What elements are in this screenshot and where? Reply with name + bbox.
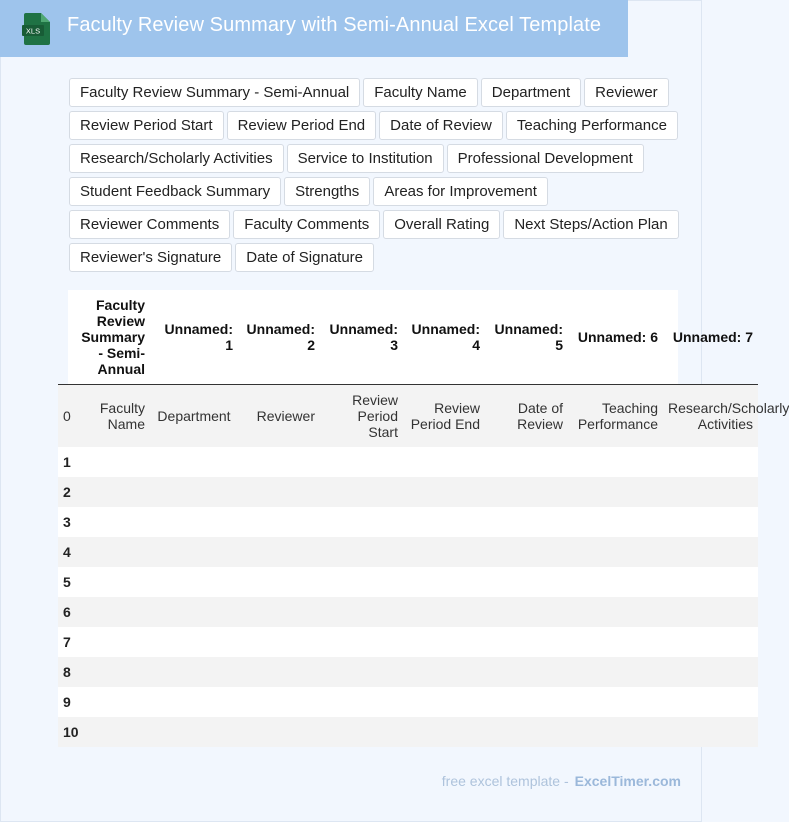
table-cell <box>238 477 320 507</box>
table-cell <box>150 597 238 627</box>
row-index: 1 <box>58 447 73 477</box>
table-cell <box>663 507 758 537</box>
header-cell: Faculty Name <box>73 384 150 447</box>
title-bar <box>0 0 628 57</box>
table-row <box>58 657 758 687</box>
table-cell <box>568 507 663 537</box>
header-cell: Research/Scholarly Activities <box>663 384 758 447</box>
table-row <box>58 477 758 507</box>
footer-brand-link[interactable]: ExcelTimer.com <box>574 773 681 789</box>
table-cell <box>238 537 320 567</box>
row-index: 2 <box>58 477 73 507</box>
table-cell <box>403 657 485 687</box>
table-cell <box>320 537 403 567</box>
row-index: 5 <box>58 567 73 597</box>
table-cell <box>320 717 403 747</box>
row-index: 4 <box>58 537 73 567</box>
chip-review-period-end[interactable]: Review Period End <box>227 111 377 140</box>
chip-student-feedback-summary[interactable]: Student Feedback Summary <box>69 177 281 206</box>
row-index: 6 <box>58 597 73 627</box>
chip-strengths[interactable]: Strengths <box>284 177 370 206</box>
table-cell <box>485 447 568 477</box>
table-cell <box>73 657 150 687</box>
chip-reviewer-comments[interactable]: Reviewer Comments <box>69 210 230 239</box>
table-cell <box>568 657 663 687</box>
table-cell <box>568 627 663 657</box>
header-cell: Unnamed: 5 <box>485 290 568 384</box>
table-cell <box>485 687 568 717</box>
table-cell <box>568 717 663 747</box>
header-cell: Unnamed: 4 <box>403 290 485 384</box>
chip-date-of-review[interactable]: Date of Review <box>379 111 503 140</box>
table-cell <box>73 477 150 507</box>
table-cell <box>238 717 320 747</box>
table-cell <box>73 717 150 747</box>
table-cell <box>568 477 663 507</box>
header-cell: Teaching Performance <box>568 384 663 447</box>
table-cell <box>663 567 758 597</box>
table-cell <box>150 567 238 597</box>
chip-service-to-institution[interactable]: Service to Institution <box>287 144 444 173</box>
chip-department[interactable]: Department <box>481 78 581 107</box>
chip-reviewer[interactable]: Reviewer <box>584 78 669 107</box>
table-cell <box>663 717 758 747</box>
header-cell: Reviewer <box>238 384 320 447</box>
table-cell <box>485 567 568 597</box>
table-cell <box>73 567 150 597</box>
table-cell <box>238 597 320 627</box>
header-cell: Unnamed: 1 <box>150 290 238 384</box>
svg-text:XLS: XLS <box>25 26 41 36</box>
chip-overall-rating[interactable]: Overall Rating <box>383 210 500 239</box>
table-cell <box>73 447 150 477</box>
table-cell <box>150 657 238 687</box>
table-cell <box>238 447 320 477</box>
table-row <box>58 537 758 567</box>
row-index: 8 <box>58 657 73 687</box>
table-row <box>58 717 758 747</box>
header-cell: Faculty Review Summary - Semi-Annual <box>73 290 150 384</box>
table-cell <box>403 717 485 747</box>
table-row <box>58 567 758 597</box>
table-cell <box>485 627 568 657</box>
chip-reviewers-signature[interactable]: Reviewer's Signature <box>69 243 232 272</box>
table-row <box>58 627 758 657</box>
header-cell: Department <box>150 384 238 447</box>
table-cell <box>663 537 758 567</box>
data-table-viewport[interactable] <box>63 290 789 747</box>
chip-faculty-name[interactable]: Faculty Name <box>363 78 478 107</box>
table-row <box>58 687 758 717</box>
table-cell <box>403 447 485 477</box>
table-cell <box>320 447 403 477</box>
table-cell <box>238 687 320 717</box>
table-cell <box>150 687 238 717</box>
table-cell <box>150 537 238 567</box>
table-cell <box>150 717 238 747</box>
data-table <box>58 290 789 747</box>
header-cell: Unnamed: 6 <box>568 290 663 384</box>
table-cell <box>150 507 238 537</box>
header-row-secondary <box>58 384 758 447</box>
excel-file-icon <box>22 13 50 45</box>
table-cell <box>403 627 485 657</box>
header-cell: Unnamed: 7 <box>663 290 758 384</box>
table-cell <box>663 657 758 687</box>
table-cell <box>403 507 485 537</box>
table-cell <box>568 687 663 717</box>
table-row <box>58 507 758 537</box>
chip-areas-for-improvement[interactable]: Areas for Improvement <box>373 177 548 206</box>
header-cell: Unnamed: 2 <box>238 290 320 384</box>
chip-research-scholarly[interactable]: Research/Scholarly Activities <box>69 144 284 173</box>
table-cell <box>403 597 485 627</box>
table-cell <box>663 597 758 627</box>
header-cell <box>58 290 73 384</box>
table-cell <box>320 567 403 597</box>
table-cell <box>568 567 663 597</box>
table-cell <box>238 627 320 657</box>
header-cell: Review Period Start <box>320 384 403 447</box>
table-cell <box>150 627 238 657</box>
table-cell <box>73 507 150 537</box>
table-cell <box>403 567 485 597</box>
table-cell <box>485 657 568 687</box>
table-cell <box>320 687 403 717</box>
header-cell: Date of Review <box>485 384 568 447</box>
row-index: 9 <box>58 687 73 717</box>
table-cell <box>568 597 663 627</box>
table-cell <box>485 537 568 567</box>
chip-professional-development[interactable]: Professional Development <box>447 144 644 173</box>
table-cell <box>663 687 758 717</box>
table-cell <box>568 447 663 477</box>
table-cell <box>403 687 485 717</box>
table-cell <box>485 597 568 627</box>
table-cell <box>403 477 485 507</box>
chip-next-steps[interactable]: Next Steps/Action Plan <box>503 210 678 239</box>
table-cell <box>238 657 320 687</box>
page-title: Faculty Review Summary with Semi-Annual Excel Template <box>67 14 602 36</box>
table-cell <box>320 597 403 627</box>
chip-faculty-review-summary[interactable]: Faculty Review Summary - Semi-Annual <box>69 78 360 107</box>
table-cell <box>568 537 663 567</box>
header-cell: 0 <box>58 384 73 447</box>
table-cell <box>320 507 403 537</box>
row-index: 7 <box>58 627 73 657</box>
table-cell <box>485 507 568 537</box>
table-cell <box>320 657 403 687</box>
row-index: 10 <box>58 717 73 747</box>
header-row-primary <box>58 290 758 384</box>
table-cell <box>663 477 758 507</box>
table-cell <box>150 477 238 507</box>
chip-teaching-performance[interactable]: Teaching Performance <box>506 111 678 140</box>
chip-date-of-signature[interactable]: Date of Signature <box>235 243 374 272</box>
chip-review-period-start[interactable]: Review Period Start <box>69 111 224 140</box>
header-cell: Review Period End <box>403 384 485 447</box>
table-cell <box>663 627 758 657</box>
table-cell <box>320 627 403 657</box>
table-row <box>58 447 758 477</box>
table-cell <box>150 447 238 477</box>
footer-credit <box>442 773 681 789</box>
chip-faculty-comments[interactable]: Faculty Comments <box>233 210 380 239</box>
table-cell <box>320 477 403 507</box>
table-cell <box>73 627 150 657</box>
table-row <box>58 597 758 627</box>
column-chip-list <box>69 78 681 272</box>
table-cell <box>73 537 150 567</box>
table-cell <box>403 537 485 567</box>
footer-text: free excel template - <box>441 773 569 789</box>
table-cell <box>663 447 758 477</box>
table-cell <box>73 687 150 717</box>
header-cell: Unnamed: 3 <box>320 290 403 384</box>
table-cell <box>238 507 320 537</box>
table-cell <box>73 597 150 627</box>
table-cell <box>238 567 320 597</box>
row-index: 3 <box>58 507 73 537</box>
table-cell <box>485 717 568 747</box>
table-cell <box>485 477 568 507</box>
